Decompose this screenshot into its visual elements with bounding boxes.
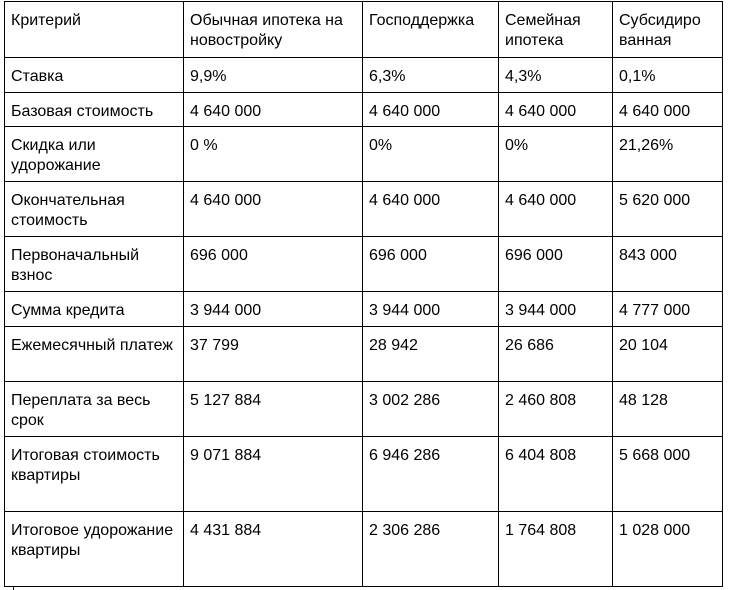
table-row (5, 292, 723, 327)
mortgage-comparison-table (4, 1, 723, 587)
text-cursor (13, 586, 14, 590)
table-cell: 4 640 000 (499, 93, 613, 127)
table-cell: 26 686 (499, 327, 613, 382)
table-row (5, 93, 723, 127)
header-cell-family-mortgage: Семейная ипотека (499, 2, 613, 58)
header-cell-subsidized: Субсидиро ванная (613, 2, 723, 58)
table-cell: 696 000 (363, 237, 499, 292)
table-cell: 0% (499, 127, 613, 182)
table-row (5, 58, 723, 93)
row-label-cell: Переплата за весь срок (5, 382, 184, 437)
table-cell: 28 942 (363, 327, 499, 382)
table-cell: 4 640 000 (499, 182, 613, 237)
table-cell: 0,1% (613, 58, 723, 93)
table-cell: 4 640 000 (184, 93, 363, 127)
table-cell: 4 640 000 (613, 93, 723, 127)
table-cell: 21,26% (613, 127, 723, 182)
table-cell: 4 777 000 (613, 292, 723, 327)
table-cell: 20 104 (613, 327, 723, 382)
row-label-cell: Базовая стоимость (5, 93, 184, 127)
header-cell-criterion: Критерий (5, 2, 184, 58)
table-header-row (5, 2, 723, 58)
table-cell: 3 944 000 (184, 292, 363, 327)
table-cell: 4 431 884 (184, 512, 363, 587)
table-cell: 48 128 (613, 382, 723, 437)
table-cell: 1 764 808 (499, 512, 613, 587)
table-cell: 843 000 (613, 237, 723, 292)
table-cell: 9 071 884 (184, 437, 363, 512)
table-cell: 6,3% (363, 58, 499, 93)
table-cell: 0% (363, 127, 499, 182)
table-cell: 5 127 884 (184, 382, 363, 437)
row-label-cell: Ставка (5, 58, 184, 93)
row-label-cell: Итоговое удорожание квартиры (5, 512, 184, 587)
header-cell-state-support: Господдержка (363, 2, 499, 58)
table-cell: 696 000 (184, 237, 363, 292)
table-cell: 4 640 000 (184, 182, 363, 237)
table-row (5, 182, 723, 237)
table-row (5, 512, 723, 587)
row-label-cell: Итоговая стоимость квартиры (5, 437, 184, 512)
table-cell: 4,3% (499, 58, 613, 93)
table-cell: 2 460 808 (499, 382, 613, 437)
table-cell: 3 944 000 (499, 292, 613, 327)
table-row (5, 437, 723, 512)
table-row (5, 127, 723, 182)
table-cell: 4 640 000 (363, 93, 499, 127)
table-cell: 3 944 000 (363, 292, 499, 327)
table-cell: 2 306 286 (363, 512, 499, 587)
table-row (5, 327, 723, 382)
table-cell: 37 799 (184, 327, 363, 382)
table-cell: 5 668 000 (613, 437, 723, 512)
table-cell: 1 028 000 (613, 512, 723, 587)
row-label-cell: Ежемесячный платеж (5, 327, 184, 382)
table-cell: 9,9% (184, 58, 363, 93)
row-label-cell: Сумма кредита (5, 292, 184, 327)
table-cell: 4 640 000 (363, 182, 499, 237)
table-cell: 6 404 808 (499, 437, 613, 512)
table-row (5, 382, 723, 437)
table-cell: 3 002 286 (363, 382, 499, 437)
header-cell-standard-mortgage: Обычная ипотека на новостройку (184, 2, 363, 58)
table-row (5, 237, 723, 292)
row-label-cell: Скидка или удорожание (5, 127, 184, 182)
table-cell: 0 % (184, 127, 363, 182)
row-label-cell: Первоначальный взнос (5, 237, 184, 292)
table-cell: 5 620 000 (613, 182, 723, 237)
table-cell: 6 946 286 (363, 437, 499, 512)
table-cell: 696 000 (499, 237, 613, 292)
row-label-cell: Окончательная стоимость (5, 182, 184, 237)
